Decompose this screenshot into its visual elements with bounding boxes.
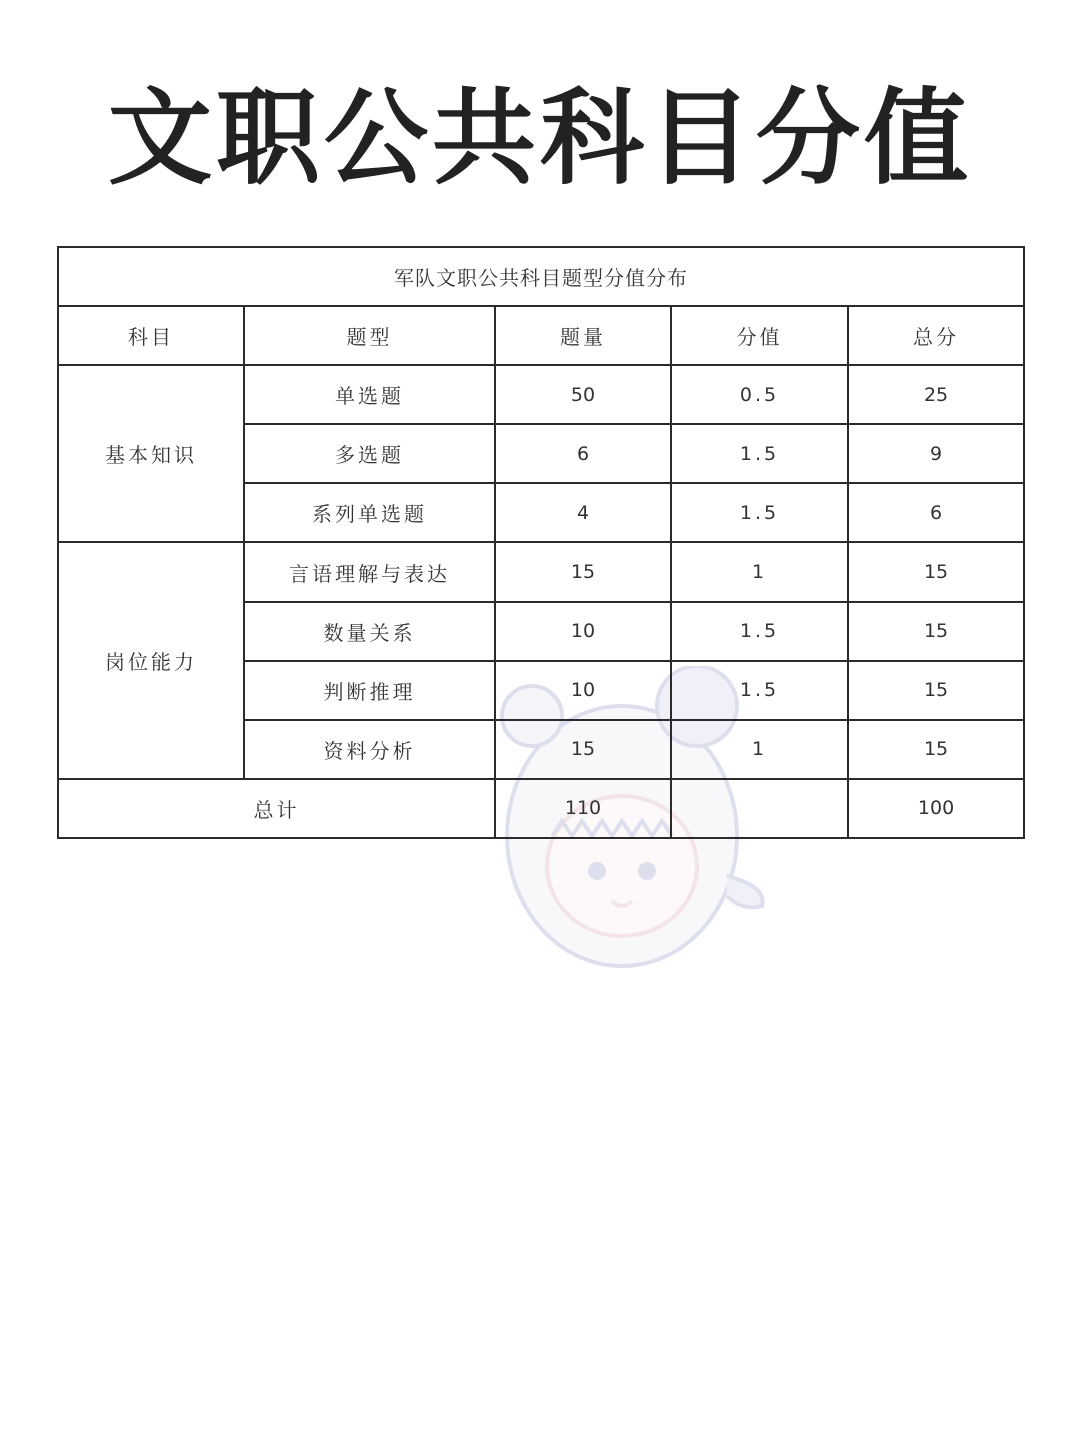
type-cell: 判断推理: [244, 661, 495, 720]
table-row: [58, 542, 1024, 601]
type-cell: 多选题: [244, 424, 495, 483]
header-total: 总分: [848, 306, 1024, 365]
score-cell: 1.5: [671, 602, 848, 661]
count-cell: 10: [495, 661, 671, 720]
footer-total: 100: [848, 779, 1024, 838]
footer-score: [671, 779, 848, 838]
type-cell: 单选题: [244, 365, 495, 424]
score-cell: 1.5: [671, 483, 848, 542]
table-row: [58, 365, 1024, 424]
subject-cell: 岗位能力: [58, 542, 244, 778]
page-title: 文职公共科目分值: [107, 77, 972, 199]
type-cell: 言语理解与表达: [244, 542, 495, 601]
type-cell: 资料分析: [244, 720, 495, 779]
table-footer-row: [58, 779, 1024, 838]
table-header-row: [58, 306, 1024, 365]
total-cell: 25: [848, 365, 1024, 424]
header-score: 分值: [671, 306, 848, 365]
header-subject: 科目: [58, 306, 244, 365]
count-cell: 10: [495, 602, 671, 661]
count-cell: 50: [495, 365, 671, 424]
total-cell: 15: [848, 661, 1024, 720]
score-cell: 0.5: [671, 365, 848, 424]
header-type: 题型: [244, 306, 495, 365]
score-table: [57, 246, 1025, 839]
count-cell: 4: [495, 483, 671, 542]
score-cell: 1: [671, 542, 848, 601]
total-cell: 15: [848, 602, 1024, 661]
score-table-container: [57, 246, 1023, 839]
total-cell: 6: [848, 483, 1024, 542]
subject-cell: 基本知识: [58, 365, 244, 542]
table-caption: 军队文职公共科目题型分值分布: [58, 247, 1024, 306]
total-cell: 15: [848, 720, 1024, 779]
table-caption-row: [58, 247, 1024, 306]
count-cell: 6: [495, 424, 671, 483]
header-count: 题量: [495, 306, 671, 365]
total-cell: 15: [848, 542, 1024, 601]
score-cell: 1.5: [671, 424, 848, 483]
type-cell: 数量关系: [244, 602, 495, 661]
score-cell: 1: [671, 720, 848, 779]
type-cell: 系列单选题: [244, 483, 495, 542]
footer-label: 总计: [58, 779, 495, 838]
footer-count: 110: [495, 779, 671, 838]
total-cell: 9: [848, 424, 1024, 483]
count-cell: 15: [495, 720, 671, 779]
count-cell: 15: [495, 542, 671, 601]
score-cell: 1.5: [671, 661, 848, 720]
